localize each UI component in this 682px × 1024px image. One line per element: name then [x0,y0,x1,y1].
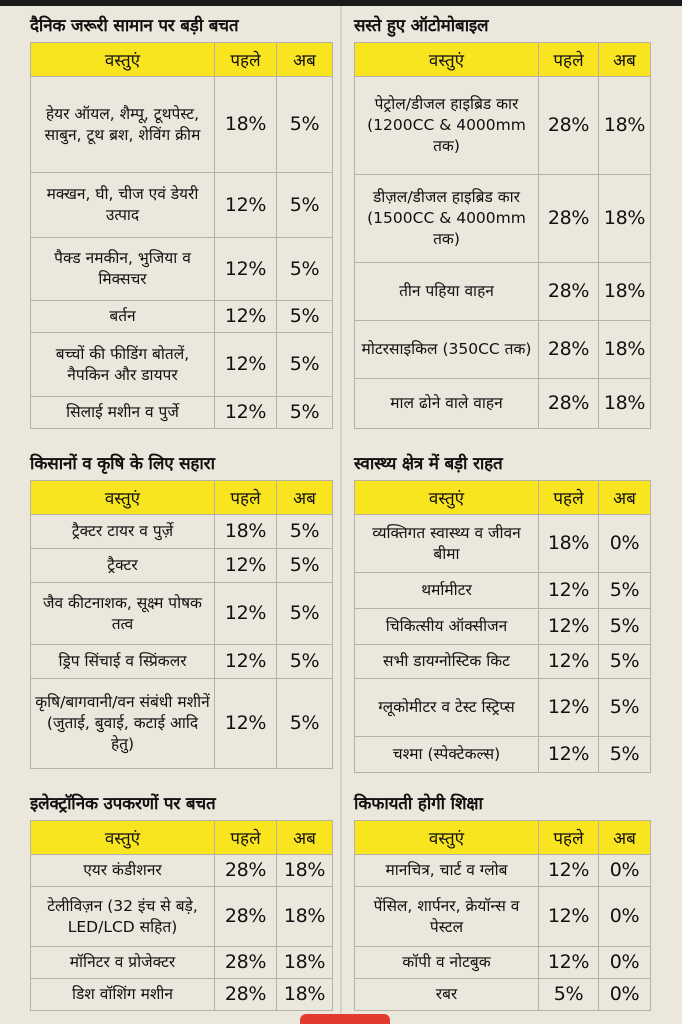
item-cell: माल ढोने वाले वाहन [355,379,539,429]
table-row [355,609,651,645]
before-rate: 12% [539,855,599,887]
table-row [355,175,651,263]
now-rate: 18% [277,947,333,979]
section-electronics [30,788,332,1011]
now-rate: 5% [599,609,651,645]
before-rate: 28% [215,887,277,947]
before-rate: 12% [215,583,277,645]
before-rate: 18% [215,515,277,549]
header-items: वस्तुएं [31,821,215,855]
before-rate: 12% [539,887,599,947]
item-cell: ग्लूकोमीटर व टेस्ट स्ट्रिप्स [355,679,539,737]
column-divider [340,6,342,1014]
before-rate: 28% [539,77,599,175]
section-title: सस्ते हुए ऑटोमोबाइल [354,16,489,36]
header-items: वस्तुएं [31,481,215,515]
table-row [31,979,333,1011]
before-rate: 28% [539,175,599,263]
item-cell: डिश वॉशिंग मशीन [31,979,215,1011]
item-cell: डीज़ल/डीजल हाइब्रिड कार (1500CC & 4000mm तक) [355,175,539,263]
section-title: दैनिक जरूरी सामान पर बड़ी बचत [30,16,239,36]
bottom-logo-strip [300,1014,390,1024]
now-rate: 18% [599,77,651,175]
table-row [31,397,333,429]
table-row [355,737,651,773]
before-rate: 28% [539,263,599,321]
table-row [355,645,651,679]
now-rate: 0% [599,887,651,947]
table-row [355,263,651,321]
header-now: अब [277,43,333,77]
table-row [31,301,333,333]
item-cell: ट्रैक्टर टायर व पुर्ज़े [31,515,215,549]
rate-table [354,42,651,429]
section-education [354,788,650,1011]
before-rate: 28% [215,947,277,979]
item-cell: पेंसिल, शार्पनर, क्रेयॉन्स व पेस्टल [355,887,539,947]
table-row [355,855,651,887]
now-rate: 5% [277,173,333,238]
table-row [355,679,651,737]
item-cell: ड्रिप सिंचाई व स्प्रिंकलर [31,645,215,679]
table-header-row [355,821,651,855]
item-cell: ट्रैक्टर [31,549,215,583]
item-cell: मक्खन, घी, चीज एवं डेयरी उत्पाद [31,173,215,238]
item-cell: हेयर ऑयल, शैम्पू, टूथपेस्ट, साबुन, टूथ ब्रश, शेविंग क्रीम [31,77,215,173]
table-row [355,321,651,379]
table-row [31,887,333,947]
before-rate: 12% [215,333,277,397]
section-health [354,448,650,773]
item-cell: कॉपी व नोटबुक [355,947,539,979]
table-row [31,947,333,979]
now-rate: 18% [277,979,333,1011]
item-cell: मॉनिटर व प्रोजेक्टर [31,947,215,979]
table-header-row [355,481,651,515]
before-rate: 12% [539,679,599,737]
item-cell: तीन पहिया वाहन [355,263,539,321]
item-cell: सिलाई मशीन व पुर्जे [31,397,215,429]
before-rate: 12% [215,397,277,429]
before-rate: 28% [215,855,277,887]
now-rate: 5% [277,238,333,301]
before-rate: 12% [215,301,277,333]
section-agriculture [30,448,332,769]
table-row [355,979,651,1011]
table-row [355,947,651,979]
before-rate: 12% [539,645,599,679]
item-cell: एयर कंडीशनर [31,855,215,887]
item-cell: मानचित्र, चार्ट व ग्लोब [355,855,539,887]
rate-table [30,820,333,1011]
now-rate: 5% [277,333,333,397]
table-row [31,238,333,301]
table-row [355,379,651,429]
now-rate: 5% [277,679,333,769]
now-rate: 18% [599,175,651,263]
now-rate: 5% [277,397,333,429]
header-now: अब [599,43,651,77]
item-cell: चश्मा (स्पेक्टेकल्स) [355,737,539,773]
table-row [31,77,333,173]
section-title: किफायती होगी शिक्षा [354,794,483,814]
table-row [355,515,651,573]
item-cell: बच्चों की फीडिंग बोतलें, नैपकिन और डायपर [31,333,215,397]
before-rate: 12% [215,238,277,301]
before-rate: 12% [539,737,599,773]
rate-table [30,42,333,429]
now-rate: 5% [277,583,333,645]
rate-table [354,480,651,773]
now-rate: 0% [599,515,651,573]
table-row [31,515,333,549]
before-rate: 12% [215,645,277,679]
table-row [355,887,651,947]
item-cell: टेलीविज़न (32 इंच से बड़े, LED/LCD सहित) [31,887,215,947]
table-header-row [31,821,333,855]
now-rate: 5% [599,737,651,773]
before-rate: 12% [539,609,599,645]
header-now: अब [277,821,333,855]
before-rate: 12% [215,173,277,238]
section-daily-essentials [30,10,332,429]
rate-table [354,820,651,1011]
section-title: किसानों व कृषि के लिए सहारा [30,454,215,474]
header-before: पहले [539,43,599,77]
header-before: पहले [215,481,277,515]
table-header-row [31,43,333,77]
now-rate: 0% [599,979,651,1011]
header-before: पहले [539,481,599,515]
item-cell: व्यक्तिगत स्वास्थ्य व जीवन बीमा [355,515,539,573]
table-row [31,333,333,397]
header-before: पहले [215,821,277,855]
now-rate: 0% [599,855,651,887]
table-row [355,573,651,609]
item-cell: चिकित्सीय ऑक्सीजन [355,609,539,645]
item-cell: पैक्ड नमकीन, भुजिया व मिक्सचर [31,238,215,301]
before-rate: 12% [215,679,277,769]
table-row [31,549,333,583]
before-rate: 12% [215,549,277,583]
now-rate: 18% [599,263,651,321]
item-cell: थर्मामीटर [355,573,539,609]
now-rate: 18% [277,855,333,887]
header-items: वस्तुएं [355,821,539,855]
item-cell: कृषि/बागवानी/वन संबंधी मशीनें (जुताई, बुवाई, कटाई आदि हेतु) [31,679,215,769]
item-cell: जैव कीटनाशक, सूक्ष्म पोषक तत्व [31,583,215,645]
section-title: स्वास्थ्य क्षेत्र में बड़ी राहत [354,454,503,474]
rate-table [30,480,333,769]
before-rate: 18% [539,515,599,573]
before-rate: 12% [539,947,599,979]
now-rate: 5% [599,573,651,609]
table-row [355,77,651,175]
header-items: वस्तुएं [355,481,539,515]
now-rate: 18% [599,379,651,429]
now-rate: 18% [599,321,651,379]
item-cell: मोटरसाइकिल (350CC तक) [355,321,539,379]
now-rate: 5% [277,77,333,173]
header-before: पहले [215,43,277,77]
header-items: वस्तुएं [31,43,215,77]
table-row [31,679,333,769]
header-items: वस्तुएं [355,43,539,77]
table-header-row [31,481,333,515]
now-rate: 5% [277,645,333,679]
before-rate: 12% [539,573,599,609]
section-automobiles [354,10,650,429]
item-cell: सभी डायग्नोस्टिक किट [355,645,539,679]
header-now: अब [599,821,651,855]
table-header-row [355,43,651,77]
now-rate: 0% [599,947,651,979]
item-cell: पेट्रोल/डीजल हाइब्रिड कार (1200CC & 4000mm तक) [355,77,539,175]
table-row [31,173,333,238]
now-rate: 5% [599,679,651,737]
header-before: पहले [539,821,599,855]
table-row [31,583,333,645]
now-rate: 5% [599,645,651,679]
now-rate: 18% [277,887,333,947]
before-rate: 18% [215,77,277,173]
item-cell: रबर [355,979,539,1011]
table-row [31,645,333,679]
now-rate: 5% [277,549,333,583]
table-row [31,855,333,887]
before-rate: 5% [539,979,599,1011]
header-now: अब [277,481,333,515]
item-cell: बर्तन [31,301,215,333]
before-rate: 28% [539,379,599,429]
now-rate: 5% [277,301,333,333]
now-rate: 5% [277,515,333,549]
header-now: अब [599,481,651,515]
before-rate: 28% [539,321,599,379]
before-rate: 28% [215,979,277,1011]
section-title: इलेक्ट्रॉनिक उपकरणों पर बचत [30,794,216,814]
